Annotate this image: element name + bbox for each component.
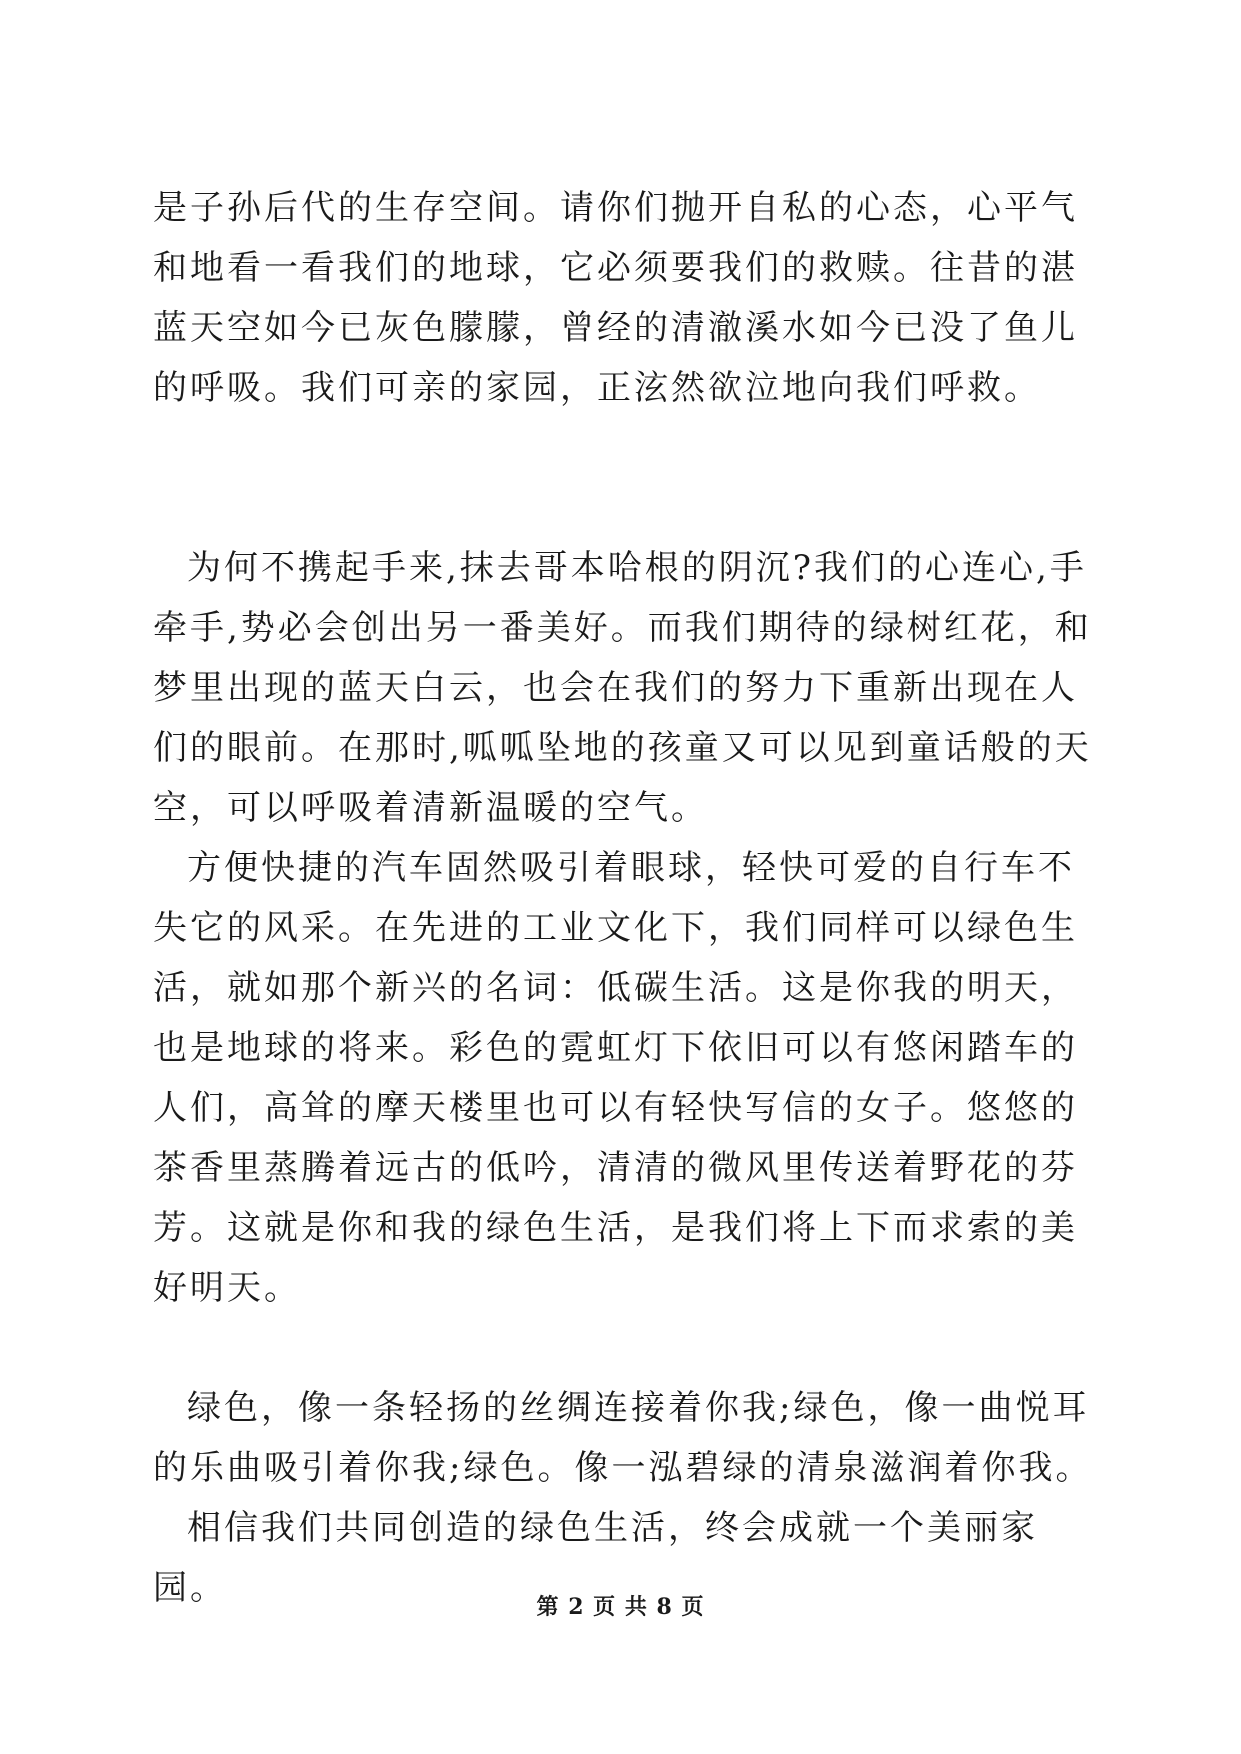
paragraph-5: 相信我们共同创造的绿色生活，终会成就一个美丽家园。 [153,1508,1038,1608]
paragraph-4: 绿色，像一条轻扬的丝绸连接着你我;绿色，像一曲悦耳的乐曲吸引着你我;绿色。像一泓碧绿的清泉滋润着你我。 [153,1388,1093,1488]
paragraph-spacer [153,478,1093,538]
page-number-footer: 第 2 页 共 8 页 [536,1594,705,1620]
paragraph-spacer [153,1318,1093,1378]
paragraph-spacer [153,418,1093,478]
document-body [153,178,1093,1618]
paragraph-3: 方便快捷的汽车固然吸引着眼球，轻快可爱的自行车不失它的风采。在先进的工业文化下，我们同样可以绿色生活，就如那个新兴的名词：低碳生活。这是你我的明天，也是地球的将来。彩色的霓虹灯下依旧可以有悠闲踏车的人们，高耸的摩天楼里也可以有轻快写信的女子。悠悠的茶香里蒸腾着远古的低吟，清清的微风里传送着野花的芬芳。这就是你和我的绿色生活，是我们将上下而求索的美好明天。 [153,848,1078,1308]
paragraph-2: 为何不携起手来,抹去哥本哈根的阴沉?我们的心连心,手牵手,势必会创出另一番美好。而我们期待的绿树红花，和梦里出现的蓝天白云，也会在我们的努力下重新出现在人们的眼前。在那时,呱呱坠地的孩童又可以见到童话般的天空，可以呼吸着清新温暖的空气。 [153,548,1092,828]
paragraph-1: 是子孙后代的生存空间。请你们抛开自私的心态，心平气和地看一看我们的地球，它必须要我们的救赎。往昔的湛蓝天空如今已灰色朦朦，曾经的清澈溪水如今已没了鱼儿的呼吸。我们可亲的家园，正泫然欲泣地向我们呼救。 [153,188,1078,408]
